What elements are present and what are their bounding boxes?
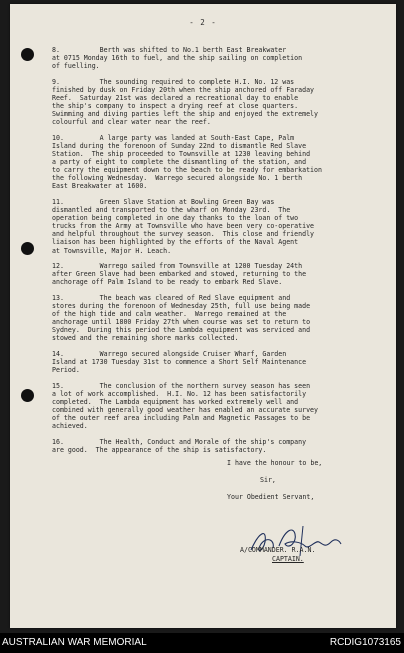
paragraph-12: 12. Warrego sailed from Townsville at 1200 Tuesday 24th after Green Slave had been embarked and stowed, returning to the anchorage off Palm Island to be ready to embark Red Slave. bbox=[52, 262, 307, 287]
punch-hole bbox=[21, 242, 34, 255]
paragraph-10: 10. A large party was landed at South-East Cape, Palm Island during the forenoon of Sunday 22nd to dismantle Red Slave Station. The ship proceeded to Townsville at 1230 leaving behind a party of eight to complete the dismantling of the station, and to carry the equipment down to the beach to be ready for embarkation the following Wednesday. Warrego secured alongside No. 1 berth East Breakwater at 1600. bbox=[52, 133, 322, 191]
archive-footer bbox=[0, 633, 404, 653]
paragraph-9: 9. The sounding required to complete H.I. No. 12 was finished by dusk on Friday 20th when the ship anchored off Faraday Reef. Saturday 21st was declared a recreational day to enable the ship's company to inspect a drying reef at close quarters. Swimming and diving parties left the ship and enjoyed the extremely colourful and clear water near the reef. bbox=[52, 77, 318, 127]
paragraph-13: 13. The beach was cleared of Red Slave equipment and stores during the forenoon of Wednesday 25th, full use being made of the high tide and calm weather. Warrego remained at the anchorage until 1800 Friday 27th when course was set to return to Sydney. During this period the Lambda equipment was serviced and stowed and the remaining shore marks collected. bbox=[52, 293, 311, 343]
punch-hole bbox=[21, 389, 34, 402]
signature-rank: A/COMMANDER. R.A.N. bbox=[240, 546, 316, 554]
closing-servant: Your Obedient Servant, bbox=[227, 493, 315, 501]
document-page bbox=[10, 4, 396, 628]
document-body bbox=[52, 46, 382, 462]
closing-sir: Sir, bbox=[260, 476, 276, 484]
paragraph-8: 8. Berth was shifted to No.1 berth East Breakwater at 0715 Monday 16th to fuel, and the ship sailing on completion of fuelling. bbox=[52, 46, 303, 71]
paragraph-15: 15. The conclusion of the northern survey season has seen a lot of work accomplished. H.I. No. 12 has been satisfactorily completed. The Lambda equipment has worked extremely well and combined with generally good weather has enabled an accurate survey of the outer reef area including Palm and Magnetic Passages to be achieved. bbox=[52, 381, 318, 431]
closing-honour: I have the honour to be, bbox=[227, 459, 323, 467]
paragraph-14: 14. Warrego secured alongside Cruiser Wharf, Garden Island at 1730 Tuesday 31st to commence a Short Self Maintenance Period. bbox=[52, 350, 307, 375]
footer-id: RCDIG1073165 bbox=[329, 637, 401, 648]
page-number: - 2 - bbox=[189, 18, 217, 27]
footer-source: AUSTRALIAN WAR MEMORIAL bbox=[2, 637, 147, 648]
paragraph-11: 11. Green Slave Station at Bowling Green Bay was dismantled and transported to the wharf on Monday 23rd. The operation being completed in one day thanks to the loan of two trucks from the Army at Townsville who have been very co-operative and helpful throughout the survey season. This close and friendly liaison has been highlighted by the efforts of the Naval Agent at Townsville, Major H. Leach. bbox=[52, 198, 315, 255]
punch-hole bbox=[21, 48, 34, 61]
signature-title: CAPTAIN. bbox=[272, 555, 304, 563]
paragraph-16: 16. The Health, Conduct and Morale of the ship's company are good. The appearance of the ship is satisfactory. bbox=[52, 437, 307, 454]
